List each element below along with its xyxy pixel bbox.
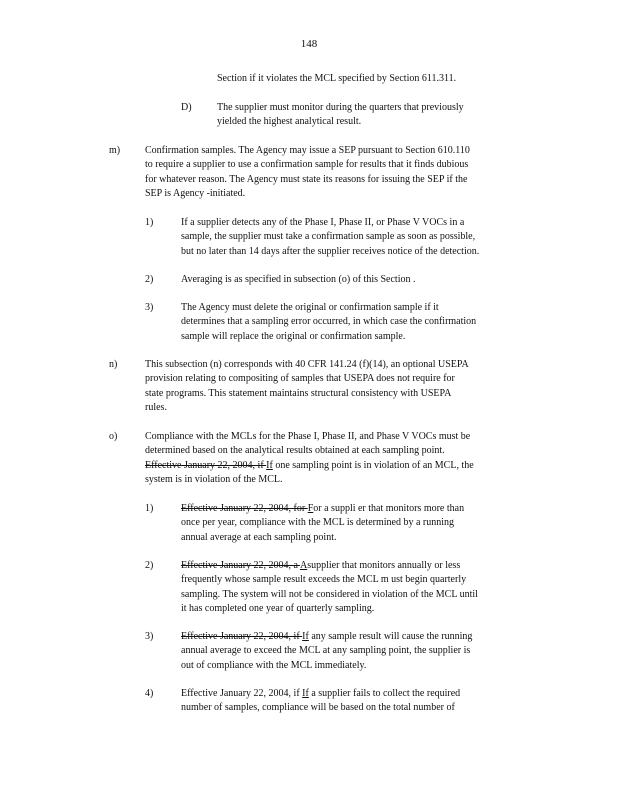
struck-text: Effective January 22, 2004, if [145,459,267,471]
subsection-n-label: n) [109,359,118,370]
inserted-text: If [266,459,273,471]
m-item-2-text: Averaging is as specified in subsection (o) of this Section . [181,274,416,285]
subsection-m-label: m) [109,145,121,156]
o-item-4-label: 4) [145,688,154,699]
inserted-text: If [302,631,309,642]
m-item-1-text: If a supplier detects any of the Phase I, Phase II, or Phase V VOCs in a sample, the supplier must take a confirmation sample as soon as possible, but no later than 14 days after the supplier receives notice of the detection. [181,217,480,257]
o-item-2-label: 2) [145,560,154,571]
o-item-1-text: Effective January 22, 2004, for For a suppli er that monitors more than once per year, compliance with the MCL is determined by a running annual average at each sampling point. [181,503,465,543]
struck-text: Effective January 22, 2004, if [181,631,303,642]
o-item-1-label: 1) [145,503,154,514]
m-item-2-label: 2) [145,274,154,285]
inserted-text: A [299,560,308,571]
item-d-label: D) [181,102,192,113]
inserted-text: If [302,688,309,699]
o-item-2-text: Effective January 22, 2004, a Asupplier that monitors annually or less frequently whose sample result exceeds the MCL m ust begin quarterly sampling. The system will not be considered in violation of the MCL until it has completed one year of quarterly sampling. [181,560,478,615]
m-item-3-label: 3) [145,302,154,313]
o-item-3-label: 3) [145,631,154,642]
subsection-o-text: Compliance with the MCLs for the Phase I, Phase II, and Phase V VOCs must be determined based on the analytical results obtained at each sampling point. Effective January 22, 2004, if If one sampling point is in violation of an MCL, the system is in violation of the MCL. [145,431,474,486]
page-number: 148 [300,38,318,50]
struck-text: Effective January 22, 2004, a [181,560,300,571]
subsection-o-label: o) [109,431,118,442]
item-d-text: The supplier must monitor during the quarters that previously yielded the highest analytical result. [217,102,464,128]
o-item-4-text: Effective January 22, 2004, if If a supplier fails to collect the required number of samples, compliance will be based on the total number of [181,688,461,714]
m-item-3-text: The Agency must delete the original or confirmation sample if it determines that a sampling error occurred, in which case the confirmation sample will replace the original or confirmation sample. [181,302,477,342]
o-item-3-text: Effective January 22, 2004, if If any sample result will cause the running annual average to exceed the MCL at any sampling point, the supplier is out of compliance with the MCL immediately. [181,631,473,671]
subsection-m-text: Confirmation samples. The Agency may issue a SEP pursuant to Section 610.110 to require a supplier to use a confirmation sample for results that it finds dubious for whatever reason. The Agency must state its reasons for issuing the SEP if the SEP is Agency -initiated. [145,145,470,200]
continuation-text: Section if it violates the MCL specified by Section 611.311. [217,73,457,84]
struck-text: Effective January 22, 2004, for [181,503,308,514]
inserted-text: F [307,503,314,514]
m-item-1-label: 1) [145,217,154,228]
subsection-n-text: This subsection (n) corresponds with 40 CFR 141.24 (f)(14), an optional USEPA provision relating to compositing of samples that USEPA does not require for state programs. This statement maintains structural consistency with USEPA rules. [145,359,469,414]
